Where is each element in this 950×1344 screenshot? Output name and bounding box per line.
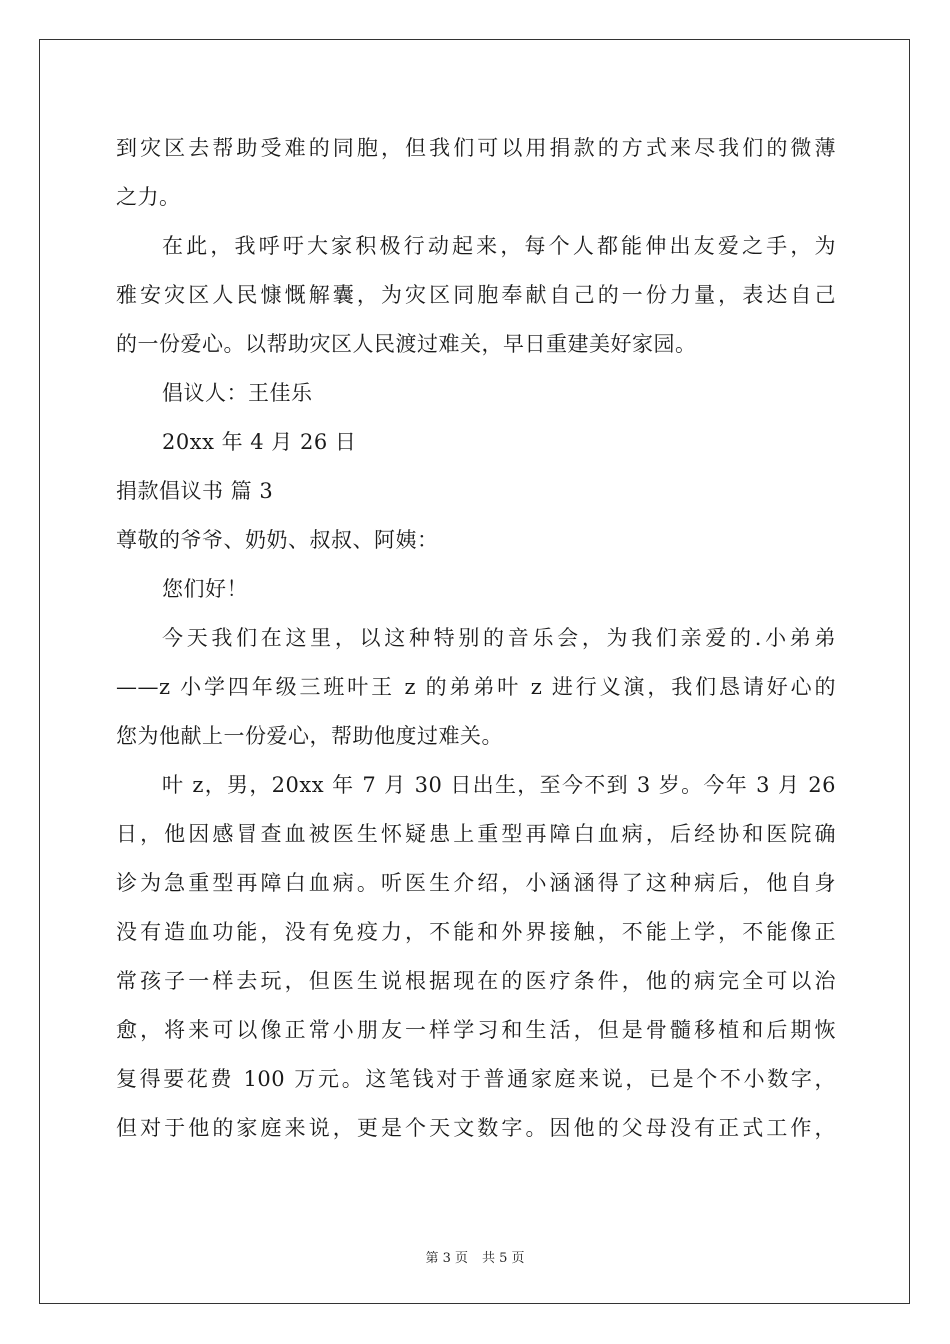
text-line: 倡议人：王佳乐 <box>162 381 313 405</box>
text-line: 常孩子一样去玩，但医生说根据现在的医疗条件，他的病完全可以治 <box>116 969 836 993</box>
text-line: 雅安灾区人民慷慨解囊，为灾区同胞奉献自己的一份力量，表达自己 <box>116 283 836 307</box>
document-body <box>116 124 836 1153</box>
text-line: 您为他献上一份爱心，帮助他度过难关。 <box>116 724 503 748</box>
text-line: 复得要花费 100 万元。这笔钱对于普通家庭来说，已是个不小数字， <box>116 1067 836 1091</box>
text-line: 的一份爱心。以帮助灾区人民渡过难关，早日重建美好家园。 <box>116 332 697 356</box>
current-page-label: 第 3 页 <box>425 1251 468 1266</box>
text-line: 愈，将来可以像正常小朋友一样学习和生活，但是骨髓移植和后期恢 <box>116 1018 836 1042</box>
text-line: 叶 z，男，20xx 年 7 月 30 日出生，至今不到 3 岁。今年 3 月 26 <box>162 773 836 797</box>
text-line: 今天我们在这里，以这种特别的音乐会，为我们亲爱的.小弟弟 <box>162 626 836 650</box>
text-line: 您们好！ <box>162 577 248 601</box>
text-line: 到灾区去帮助受难的同胞，但我们可以用捐款的方式来尽我们的微薄 <box>116 136 836 160</box>
text-line: 捐款倡议书 篇 3 <box>116 479 274 503</box>
text-line: ——z 小学四年级三班叶王 z 的弟弟叶 z 进行义演，我们恳请好心的 <box>116 675 836 699</box>
text-line: 日，他因感冒查血被医生怀疑患上重型再障白血病，后经协和医院确 <box>116 822 836 846</box>
page-footer <box>0 1247 950 1266</box>
text-line: 在此，我呼吁大家积极行动起来，每个人都能伸出友爱之手，为 <box>162 234 836 258</box>
text-line: 尊敬的爷爷、奶奶、叔叔、阿姨： <box>116 528 439 552</box>
text-line: 但对于他的家庭来说，更是个天文数字。因他的父母没有正式工作， <box>116 1116 836 1140</box>
text-line: 没有造血功能，没有免疫力，不能和外界接触，不能上学，不能像正 <box>116 920 836 944</box>
text-line: 20xx 年 4 月 26 日 <box>162 430 357 454</box>
text-line: 诊为急重型再障白血病。听医生介绍，小涵涵得了这种病后，他自身 <box>116 871 836 895</box>
total-pages-label: 共 5 页 <box>482 1251 525 1266</box>
text-line: 之力。 <box>116 185 181 209</box>
